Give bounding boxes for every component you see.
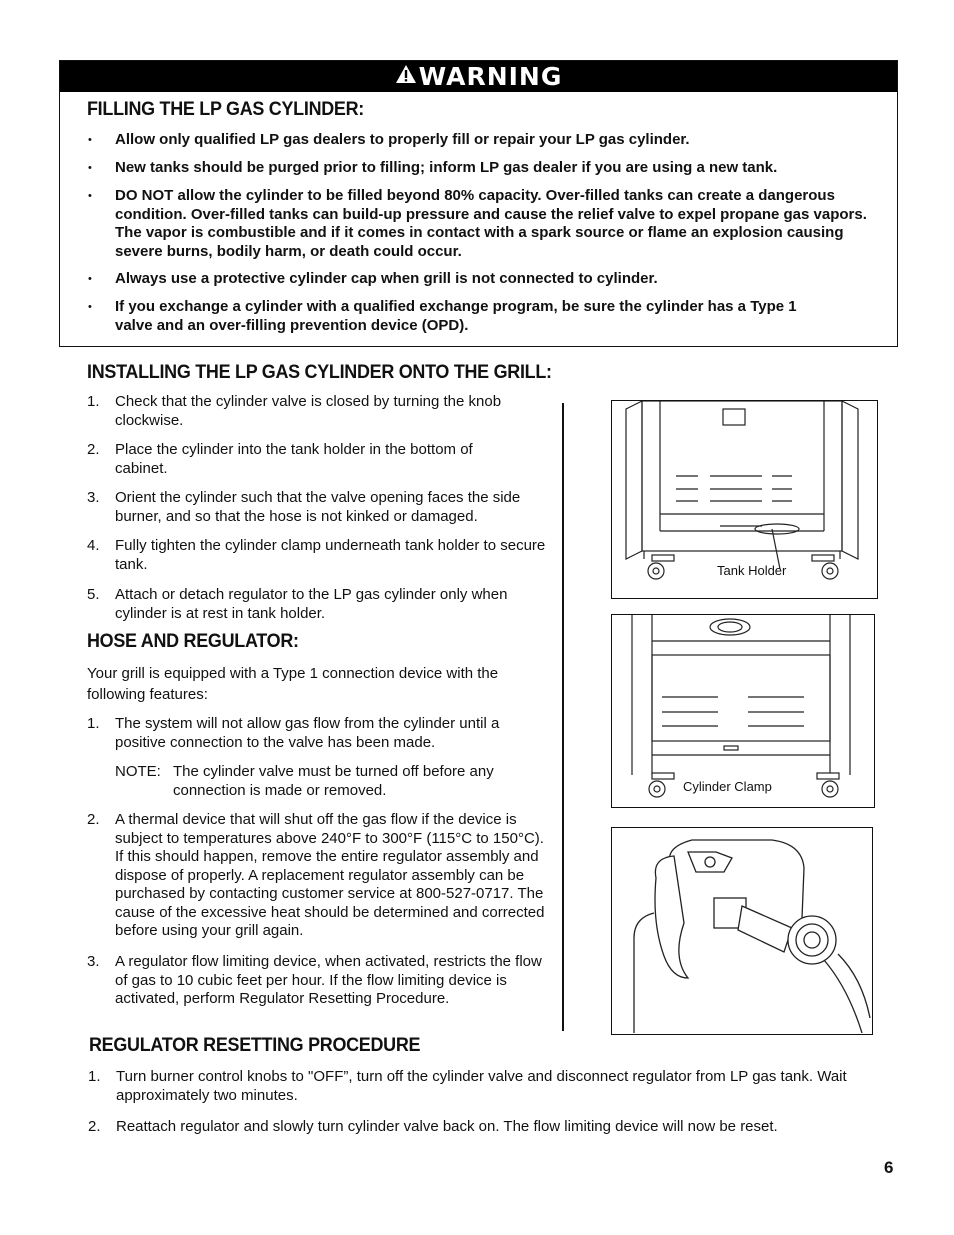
cylinder-regulator-illustration: [612, 828, 871, 1033]
note-text: The cylinder valve must be turned off before any connection is made or removed.: [173, 763, 494, 799]
warning-bullet: • New tanks should be purged prior to filling; inform LP gas dealer if you are using a new tank.: [88, 159, 778, 176]
resetting-step: 1. Turn burner control knobs to "OFF”, turn off the cylinder valve and disconnect regulator from LP gas tank. Wait approximately two minutes.: [88, 1068, 847, 1104]
resetting-title: REGULATOR RESETTING PROCEDURE: [89, 1034, 421, 1056]
tank-holder-figure: [611, 400, 878, 599]
hose-title: HOSE AND REGULATOR:: [87, 630, 299, 652]
resetting-step: 2. Reattach regulator and slowly turn cylinder valve back on. The flow limiting device will now be reset.: [88, 1118, 778, 1135]
warning-triangle-icon: [395, 60, 417, 91]
regulator-connection-figure: [611, 827, 873, 1035]
hose-item: 3. A regulator flow limiting device, when activated, restricts the flow of gas to 10 cubic feet per hour. If the flow limiting device is activated, perform Regulator Resetting Procedure.: [87, 953, 542, 1007]
hose-item: 2. A thermal device that will shut off the gas flow if the device is subject to temperatures above 240°F to 300°F (115°C to 150°C). If this should happen, remove the entire regulator assembly and dispose of properly. A replacement regulator assembly can be purchased by contacting customer service at 800-527-0717. The cause of the excessive heat should be determined and corrected before using your grill again.: [87, 811, 545, 939]
hose-item: 1. The system will not allow gas flow from the cylinder until a positive connection to the valve has been made.: [87, 715, 500, 751]
install-step: 3. Orient the cylinder such that the valve opening faces the side burner, and so that the hose is not kinked or damaged.: [87, 489, 521, 525]
warning-bullet: • If you exchange a cylinder with a qualified exchange program, be sure the cylinder has a Type 1 valve and an over-filling prevention device (OPD).: [88, 298, 797, 334]
filling-title: FILLING THE LP GAS CYLINDER:: [87, 98, 364, 120]
cylinder-clamp-figure: [611, 614, 875, 808]
warning-bullet: • Always use a protective cylinder cap when grill is not connected to cylinder.: [88, 270, 658, 287]
warning-bullet: • Allow only qualified LP gas dealers to properly fill or repair your LP gas cylinder.: [88, 131, 690, 148]
installing-title: INSTALLING THE LP GAS CYLINDER ONTO THE GRILL:: [87, 361, 552, 383]
install-step: 1. Check that the cylinder valve is closed by turning the knob clockwise.: [87, 393, 502, 429]
note-label: NOTE:: [115, 763, 161, 780]
warning-header: [60, 61, 897, 92]
warning-header-text: WARNING: [418, 62, 563, 91]
warning-bullet: • DO NOT allow the cylinder to be filled beyond 80% capacity. Over-filled tanks can create a dangerous condition. Over-filled tanks can build-up pressure and cause the relief valve to expel propane gas vapors. The vapor is combustible and if it comes in contact with a spark source or flame an explosion causing severe burns, bodily harm, or death could occur.: [88, 187, 867, 260]
hose-intro: Your grill is equipped with a Type 1 connection device with the following features:: [87, 665, 499, 703]
grill-cabinet-closed-illustration: [612, 615, 873, 806]
column-divider: [562, 403, 564, 1031]
install-step: 5. Attach or detach regulator to the LP gas cylinder only when cylinder is at rest in tank holder.: [87, 586, 508, 622]
cylinder-clamp-label: Cylinder Clamp: [683, 779, 772, 794]
install-step: 2. Place the cylinder into the tank holder in the bottom of cabinet.: [87, 441, 473, 477]
install-step: 4. Fully tighten the cylinder clamp underneath tank holder to secure tank.: [87, 537, 546, 573]
page-number: 6: [884, 1158, 894, 1177]
tank-holder-label: Tank Holder: [717, 563, 787, 578]
